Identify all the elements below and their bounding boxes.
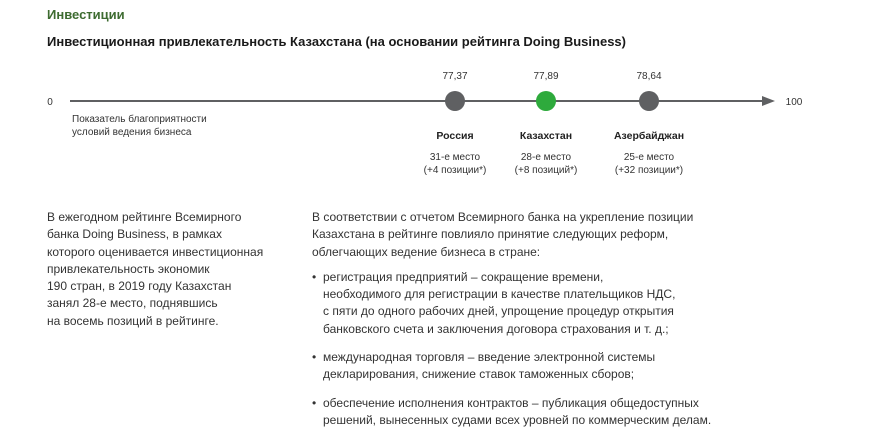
reform-item — [312, 349, 732, 384]
country-marker — [445, 91, 465, 111]
country-rank: 28-е место — [520, 152, 572, 163]
bullet-icon: • — [312, 269, 317, 284]
country-label — [486, 130, 606, 177]
country-label — [589, 130, 709, 177]
reform-item — [312, 269, 732, 338]
country-name: Россия — [436, 130, 474, 142]
summary-text: В ежегодном рейтинге Всемирного банка Doing Business, в рамках которого оценивается инвестиционная привлекательность экономик 190 стран, в 2019 году Казахстан занял 28-е место, поднявшись на восемь позиций в рейтинге. — [47, 210, 264, 328]
country-name: Азербайджан — [613, 130, 685, 142]
section-title: Инвестиции — [47, 7, 125, 22]
country-rank: 31-е место — [429, 152, 481, 163]
scale-max-label: 100 — [785, 97, 803, 108]
reforms-section — [312, 209, 732, 440]
scale-min-label: 0 — [47, 97, 53, 108]
reform-item — [312, 395, 732, 430]
country-rank-change: (+4 позиции*) — [423, 165, 487, 176]
score-value-label: 78,64 — [636, 71, 662, 82]
reforms-list — [312, 269, 732, 429]
country-name: Казахстан — [519, 130, 573, 142]
scale-arrow-icon — [762, 96, 775, 106]
reform-text: регистрация предприятий – сокращение времени, необходимого для регистрации в качестве плательщиков НДС, с пяти до одного рабочих дней, упрощение процедур открытия банковского счета и заключения договора страхования и т. д.; — [323, 269, 676, 336]
score-value-label: 77,37 — [442, 71, 468, 82]
chart-heading: Инвестиционная привлекательность Казахстана (на основании рейтинга Doing Business) — [47, 34, 626, 49]
reform-text: обеспечение исполнения контрактов – публикация общедоступных решений, вынесенных судами всех уровней по коммерческим делам. — [323, 395, 712, 427]
country-rank-change: (+32 позиции*) — [614, 165, 684, 176]
bullet-icon: • — [312, 350, 317, 365]
reform-text: международная торговля – введение электронной системы декларирования, снижение ставок таможенных сборов; — [323, 350, 656, 382]
country-marker — [536, 91, 556, 111]
country-rank: 25-е место — [623, 152, 675, 163]
country-marker — [639, 91, 659, 111]
scale-caption: Показатель благоприятности условий ведения бизнеса — [72, 114, 207, 138]
reforms-intro: В соответствии с отчетом Всемирного банка на укрепление позиции Казахстана в рейтинге повлияло принятие следующих реформ, облегчающих ведение бизнеса в стране: — [312, 210, 694, 259]
score-value-label: 77,89 — [533, 71, 559, 82]
country-rank-change: (+8 позиций*) — [514, 165, 578, 176]
bullet-icon: • — [312, 395, 317, 410]
